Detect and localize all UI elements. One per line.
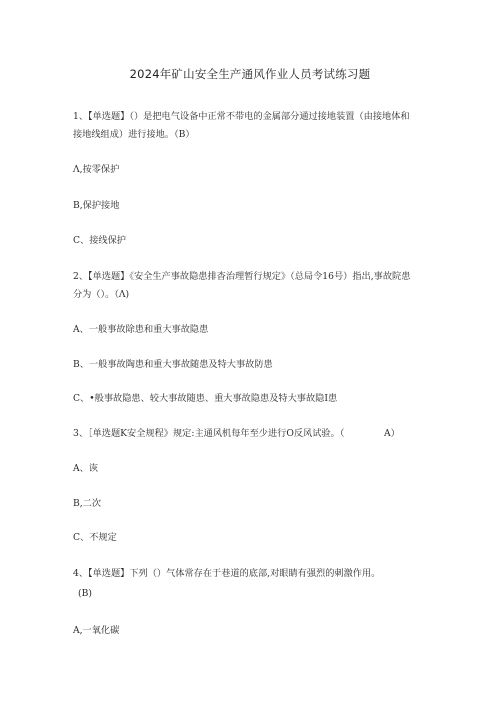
question-3-option-c: C、不规定 <box>73 532 117 543</box>
document-title: 2024年矿山安全生产通风作业人员考试练习题 <box>129 67 371 81</box>
question-2-stem-line-2: 分为（）。（Λ) <box>73 289 130 300</box>
question-3-stem: 3、［单选题K安全规程》规定:主通风机每年至少进行O反风试验。（ <box>73 428 345 439</box>
question-2-option-b: B、一般事故陶患和重大事故随患及特大事故防患 <box>73 359 273 370</box>
question-3-option-b: B,二次 <box>73 498 102 509</box>
question-3-answer: A） <box>384 428 400 439</box>
question-1-stem-line-1: 1、【单选题】（）是把电气设备中正常不带电的金属部分通过接地装置（由接地体和 <box>73 111 410 122</box>
question-1-option-c: C、接线保护 <box>73 235 126 246</box>
question-1-option-b: B,保护接地 <box>73 200 120 211</box>
question-4-option-a: A,一氧化碳 <box>73 625 120 636</box>
question-4-stem-line-2: (B) <box>78 588 92 599</box>
question-2-option-c: C、•般事故隐患、较大事故随患、重大事故隐患及特大事故隐I患 <box>73 393 338 404</box>
question-1-stem-line-2: 接地线组成）进行接地。（B） <box>73 129 195 140</box>
question-1-option-a: Λ,按零保护 <box>73 164 120 175</box>
question-2-option-a: A、一般事故除患和重大事故隐患 <box>73 324 209 335</box>
question-2-stem-line-1: 2、【单选题】《安全生产事故隐患排杳治理暂行规定》（总局令16号）指出,事故院患 <box>73 271 411 282</box>
question-4-stem-line-1: 4、【单选题】下列（）气体常存在于巷道的底部,对眼睛有强烈的刺激作用。 <box>73 568 381 579</box>
question-3-option-a: A、诙 <box>73 463 99 474</box>
